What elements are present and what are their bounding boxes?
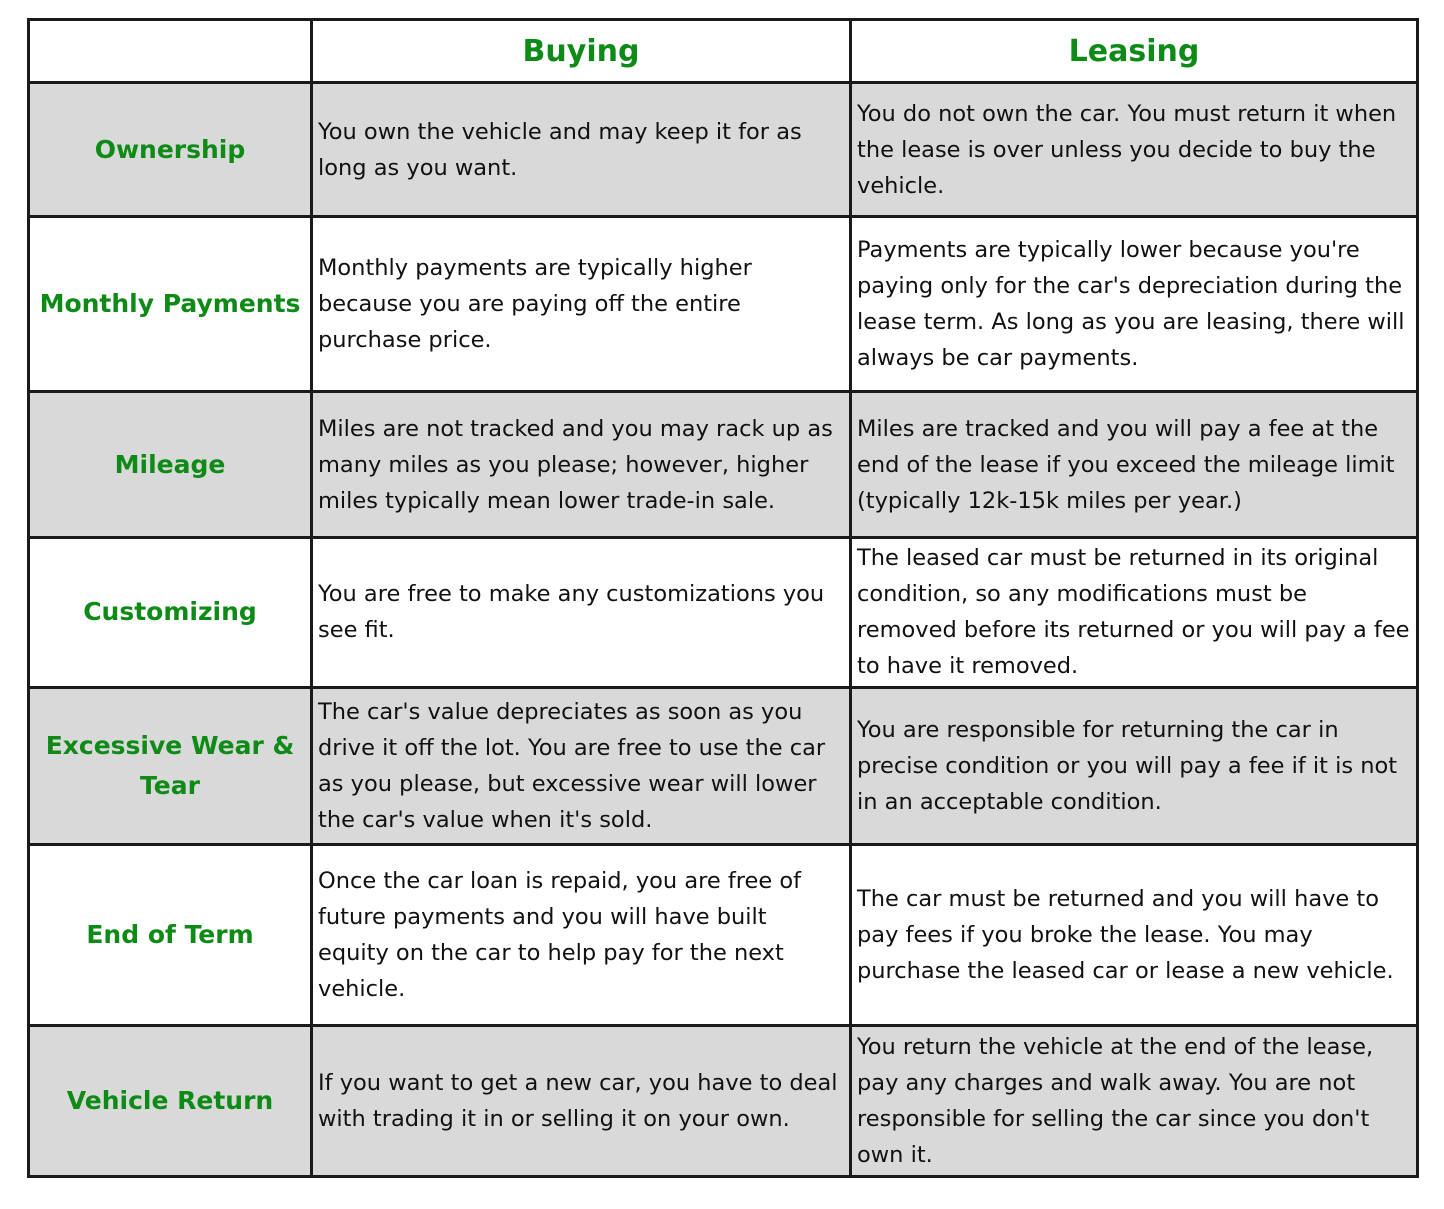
table-row-mileage: [29, 392, 1418, 538]
leasing-cell: [851, 392, 1418, 538]
leasing-text: The car must be returned and you will have to pay fees if you broke the lease. You may purchase the leased car or lease a new vehicle.: [857, 885, 1394, 984]
row-label-text: Vehicle Return: [66, 1085, 274, 1115]
table-row-monthly-payments: [29, 217, 1418, 392]
row-label-text: Ownership: [94, 134, 246, 164]
row-label-text: Mileage: [114, 449, 226, 479]
header-row: [29, 20, 1418, 83]
buying-text: If you want to get a new car, you have to deal with trading it in or selling it on your own.: [318, 1069, 838, 1132]
leasing-cell: [851, 83, 1418, 217]
table-row-excessive-wear-tear: [29, 687, 1418, 844]
leasing-cell: [851, 538, 1418, 687]
leasing-cell: [851, 844, 1418, 1025]
row-label-text: Monthly Payments: [39, 289, 301, 319]
buying-cell: [312, 392, 851, 538]
row-label: [29, 217, 312, 392]
column-header-leasing: Leasing: [851, 20, 1418, 83]
row-label: [29, 392, 312, 538]
row-label-text: Excessive Wear & Tear: [45, 730, 295, 800]
buying-text: Miles are not tracked and you may rack up as many miles as you please; however, higher miles typically mean lower trade-in sale.: [318, 415, 833, 514]
leasing-cell: [851, 217, 1418, 392]
row-label-text: End of Term: [86, 919, 254, 949]
buying-cell: [312, 687, 851, 844]
leasing-text: Payments are typically lower because you're paying only for the car's depreciation during the lease term. As long as you are leasing, there will always be car payments.: [857, 237, 1405, 372]
leasing-text: You do not own the car. You must return it when the lease is over unless you decide to buy the vehicle.: [857, 100, 1397, 199]
leasing-cell: [851, 1025, 1418, 1176]
buying-text: The car's value depreciates as soon as you drive it off the lot. You are free to use the car as you please, but excessive wear will lower the car's value when it's sold.: [318, 698, 826, 833]
row-label: [29, 538, 312, 687]
buying-cell: [312, 217, 851, 392]
buying-cell: [312, 1025, 851, 1176]
buying-cell: [312, 844, 851, 1025]
table-row-ownership: [29, 83, 1418, 217]
table-row-customizing: [29, 538, 1418, 687]
leasing-cell: [851, 687, 1418, 844]
column-header-buying: Buying: [312, 20, 851, 83]
buying-text: Monthly payments are typically higher because you are paying off the entire purchase price.: [318, 255, 752, 354]
row-label: [29, 83, 312, 217]
buying-vs-leasing-table: [27, 18, 1419, 1178]
row-label-text: Customizing: [83, 597, 257, 627]
row-label: [29, 844, 312, 1025]
leasing-text: You return the vehicle at the end of the lease, pay any charges and walk away. You are not responsible for selling the car since you don't own it.: [857, 1033, 1374, 1168]
table-row-end-of-term: [29, 844, 1418, 1025]
row-label: [29, 687, 312, 844]
buying-text: Once the car loan is repaid, you are free of future payments and you will have built equity on the car to help pay for the next vehicle.: [318, 867, 802, 1002]
leasing-text: Miles are tracked and you will pay a fee at the end of the lease if you exceed the mileage limit (typically 12k-15k miles per year.): [857, 415, 1395, 514]
buying-cell: [312, 538, 851, 687]
corner-cell: [29, 20, 312, 83]
buying-cell: [312, 83, 851, 217]
leasing-text: The leased car must be returned in its original condition, so any modifications must be removed before its returned or you will pay a fee to have it removed.: [857, 545, 1410, 680]
leasing-text: You are responsible for returning the car in precise condition or you will pay a fee if it is not in an acceptable condition.: [857, 716, 1398, 815]
row-label: [29, 1025, 312, 1176]
buying-text: You own the vehicle and may keep it for as long as you want.: [318, 118, 802, 181]
buying-text: You are free to make any customizations you see fit.: [318, 581, 825, 644]
table-row-vehicle-return: [29, 1025, 1418, 1176]
